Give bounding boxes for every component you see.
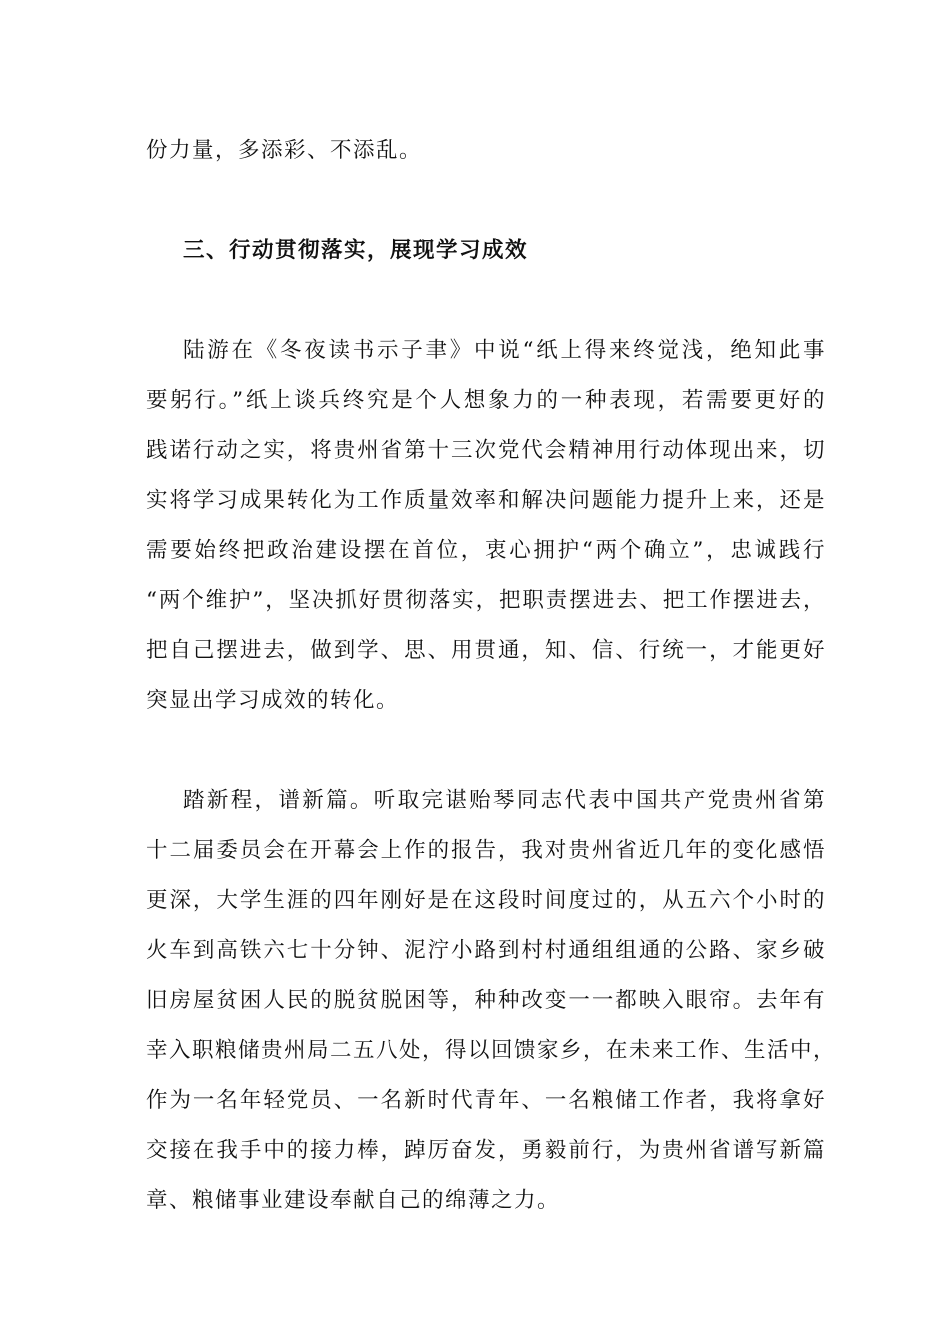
paragraph-line: 突显出学习成效的转化。 (146, 688, 400, 713)
paragraph-line: 旧房屋贫困人民的脱贫脱困等，种种改变一一都映入眼帘。去年有 (146, 988, 826, 1013)
paragraph-line: 交接在我手中的接力棒，踔厉奋发，勇毅前行，为贵州省谱写新篇 (146, 1138, 826, 1163)
paragraph-line: 幸入职粮储贵州局二五八处，得以回馈家乡，在未来工作、生活中， (146, 1038, 837, 1063)
paragraph-line: 十二届委员会在开幕会上作的报告，我对贵州省近几年的变化感悟 (146, 838, 826, 863)
paragraph-line: 践诺行动之实，将贵州省第十三次党代会精神用行动体现出来，切 (146, 438, 826, 463)
paragraph-line: 把自己摆进去，做到学、思、用贯通，知、信、行统一，才能更好 (146, 638, 826, 663)
paragraph-line: 需要始终把政治建设摆在首位，衷心拥护“两个确立”，忠诚践行 (146, 538, 826, 563)
continuation-line: 份力量，多添彩、不添乱。 (146, 138, 423, 163)
paragraph-line: 要躬行。”纸上谈兵终究是个人想象力的一种表现，若需要更好的 (146, 388, 826, 413)
paragraph-line: 踏新程，谱新篇。听取完谌贻琴同志代表中国共产党贵州省第 (183, 788, 826, 813)
section-heading: 三、行动贯彻落实，展现学习成效 (183, 238, 529, 263)
paragraph-line: 陆游在《冬夜读书示子聿》中说“纸上得来终觉浅，绝知此事 (183, 338, 826, 363)
paragraph-line: 章、粮储事业建设奉献自己的绵薄之力。 (146, 1188, 561, 1213)
paragraph-line: 实将学习成果转化为工作质量效率和解决问题能力提升上来，还是 (146, 488, 826, 513)
paragraph-line: “两个维护”，坚决抓好贯彻落实，把职责摆进去、把工作摆进去， (146, 588, 826, 613)
paragraph-line: 火车到高铁六七十分钟、泥泞小路到村村通组组通的公路、家乡破 (146, 938, 826, 963)
paragraph-line: 作为一名年轻党员、一名新时代青年、一名粮储工作者，我将拿好 (146, 1088, 826, 1113)
paragraph-line: 更深，大学生涯的四年刚好是在这段时间度过的，从五六个小时的 (146, 888, 826, 913)
